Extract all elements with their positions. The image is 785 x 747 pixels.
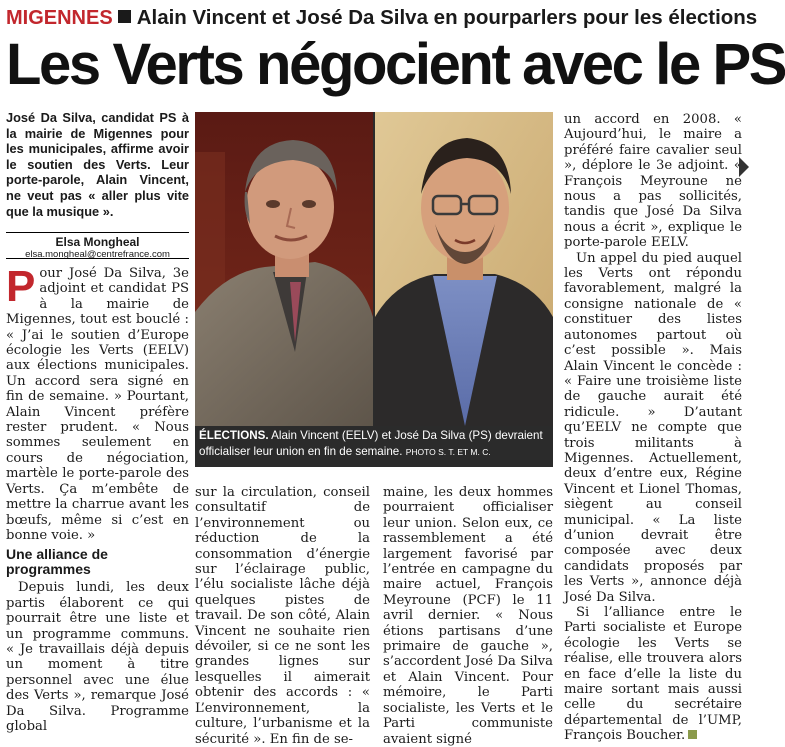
col4-paragraph-2: Un appel du pied auquel les Verts ont répondu favorablement, malgré la consigne nationale de « constituer des listes autonomes partout où c’est possible ». Mais Alain Vincent le concède : « Faire une troisième liste de gauche aurait été ridicule. » D’autant qu’EELV ne compte que trois militants à Migennes. Actuellement, deux d’entre eux, Régine Vincent et Lionel Thomas, siègent au conseil municipal. « La liste d’union devrait être composée avec deux candidats proposés par les Verts », annonce déjà José Da Silva. bbox=[564, 250, 742, 605]
portrait-left-icon bbox=[195, 112, 373, 426]
photo-alain-vincent bbox=[195, 112, 373, 426]
col2-paragraph: sur la circulation, conseil consultatif de l’environnement ou réduction de la consommation d’énergie sur l’éclairage public, l’élu socialiste lâche déjà quelques pistes de travail. De son côté, Alain Vincent ne souhaite rien dévoiler, si ce ne sont les grandes lignes sur lesquelles il aimerait obtenir des accords : « L’environnement, la culture, l’urbanisme et la sécurité ». En fin de se- bbox=[195, 485, 370, 747]
subhead: Une alliance de programmes bbox=[6, 546, 108, 578]
kicker-square-icon bbox=[118, 10, 131, 23]
dropcap: P bbox=[6, 262, 36, 311]
headline: Les Verts négocient avec le PS bbox=[6, 32, 785, 97]
article-column-1 bbox=[6, 262, 189, 734]
next-page-arrow-icon bbox=[739, 157, 749, 177]
photo-block bbox=[195, 112, 553, 467]
byline bbox=[6, 232, 189, 261]
end-mark-icon bbox=[688, 730, 697, 739]
portrait-right-icon bbox=[375, 112, 553, 426]
col1-paragraph-1: our José Da Silva, 3e adjoint et candidat PS à la mairie de Migennes, tout est bouclé : « J’ai le soutien d’Europe écologie les Verts (EELV) aux élections municipales. Un accord sera signé en fin de semaine. » Pourtant, Alain Vincent préfère rester prudent. « Nous sommes seulement en cours de négociation, martèle le porte-parole des Verts. Ça m’embête de mettre la charrue avant les bœufs, même si c’est en bonne voie. » bbox=[6, 266, 189, 543]
article-column-4 bbox=[564, 112, 742, 744]
kicker bbox=[6, 4, 758, 32]
col4-paragraph-1: un accord en 2008. « Aujourd’hui, le maire a préféré faire cavalier seul », déplore le 3e adjoint. « François Meyroune ne nous a pas sollicités, tandis que José Da Silva nous a écrit », explique le porte-parole EELV. bbox=[564, 112, 742, 251]
col1-paragraph-2: Depuis lundi, les deux partis élaborent ce qui pourrait être une liste et un programme communs. « Je travaillais déjà depuis un moment à titre personnel avec une élue des Verts », remarque José Da Silva. Programme global bbox=[6, 580, 189, 734]
article-column-3 bbox=[383, 485, 553, 747]
kicker-location: MIGENNES bbox=[6, 7, 113, 29]
kicker-subtitle: Alain Vincent et José Da Silva en pourparlers pour les élections bbox=[136, 6, 758, 29]
col4-paragraph-3: Si l’alliance entre le Parti socialiste et Europe écologie les Verts se réalise, elle trouvera alors en face d’elle la liste du maire sortant mais aussi celle du secrétaire départemental de l’UMP, François Boucher. bbox=[564, 605, 742, 744]
caption-text: Alain Vincent (EELV) et José Da Silva (PS) devraient officialiser leur union en fin de semaine. bbox=[199, 429, 543, 458]
photo-jose-da-silva bbox=[375, 112, 553, 426]
photo-credit: PHOTO S. T. ET M. C. bbox=[405, 447, 491, 457]
chapo: José Da Silva, candidat PS à la mairie de Migennes pour les municipales, affirme avoir le soutien des Verts. Leur porte-parole, Alain Vincent, ne veut pas « aller plus vite que la musique ». bbox=[6, 110, 189, 219]
photo-caption bbox=[199, 428, 549, 460]
article-column-2 bbox=[195, 485, 370, 747]
byline-divider bbox=[6, 258, 189, 259]
col3-paragraph: maine, les deux hommes pourraient officialiser leur union. Selon eux, ce rassemblement a été largement favorisé par l’entrée en campagne du maire actuel, François Meyroune (PCF) le 11 avril dernier. « Nous étions partisans d’une primaire de gauche », s’accordent José Da Silva et Alain Vincent. Pour mémoire, le Parti socialiste, les Verts et le Parti communiste avaient signé bbox=[383, 485, 553, 747]
byline-author: Elsa Mongheal bbox=[55, 235, 140, 249]
byline-email: elsa.mongheal@centrefrance.com bbox=[25, 249, 170, 260]
caption-label: ÉLECTIONS. bbox=[199, 429, 269, 442]
